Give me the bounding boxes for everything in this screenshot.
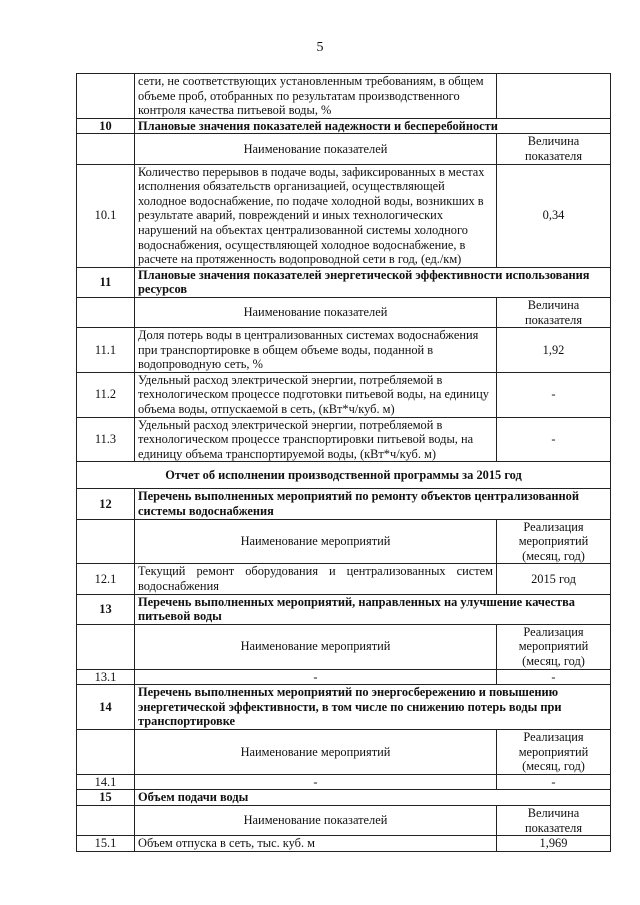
measure-period: - <box>497 774 611 790</box>
header-row <box>77 624 611 669</box>
table-row <box>77 836 611 852</box>
row-number: 15.1 <box>77 836 135 852</box>
section-title: Перечень выполненных мероприятий, направленных на улучшение качества питьевой воды <box>135 594 611 624</box>
column-header-name: Наименование показателей <box>135 297 497 327</box>
section-number: 10 <box>77 118 135 134</box>
section-number: 13 <box>77 594 135 624</box>
row-number: 11.2 <box>77 372 135 417</box>
row-number <box>77 74 135 119</box>
indicator-name: Удельный расход электрической энергии, потребляемой в технологическом процессе подготовки питьевой воды, на единицу объема воды, отпускаемой в сеть, (кВт*ч/куб. м) <box>135 372 497 417</box>
row-number: 11.3 <box>77 417 135 462</box>
section-row <box>77 685 611 730</box>
table-row <box>77 328 611 373</box>
table-row <box>77 774 611 790</box>
indicator-name: Удельный расход электрической энергии, потребляемой в технологическом процессе транспортировки питьевой воды, на единицу объема транспортируемой воды, (кВт*ч/куб. м) <box>135 417 497 462</box>
indicator-value: 1,92 <box>497 328 611 373</box>
measure-name: - <box>135 774 497 790</box>
measure-name: - <box>135 669 497 685</box>
indicator-name: Количество перерывов в подаче воды, зафиксированных в местах исполнения обязательств организацией, осуществляющей холодное водоснабжение, по подаче холодной воды, возникших в результате аварий, повреждений и иных технологических нарушений на объектах централизованной системы холодного водоснабжения, осуществляющей холодное водоснабжение, в расчете на протяженность водопроводной сети в год, (ед./км) <box>135 164 497 267</box>
indicator-value <box>497 74 611 119</box>
measure-name: Текущий ремонт оборудования и централизованных систем водоснабжения <box>135 564 497 594</box>
section-row <box>77 118 611 134</box>
header-row <box>77 297 611 327</box>
indicator-value: 1,969 <box>497 836 611 852</box>
table-row <box>77 564 611 594</box>
production-program-table <box>76 73 611 852</box>
column-header-name: Наименование показателей <box>135 805 497 835</box>
header-row <box>77 134 611 164</box>
row-number: 11.1 <box>77 328 135 373</box>
column-header-value: Величина показателя <box>497 134 611 164</box>
section-number: 15 <box>77 790 135 806</box>
column-header-name: Наименование мероприятий <box>135 729 497 774</box>
column-header-name: Наименование показателей <box>135 134 497 164</box>
report-heading: Отчет об исполнении производственной программы за 2015 год <box>77 462 611 489</box>
section-row <box>77 489 611 519</box>
section-number: 12 <box>77 489 135 519</box>
indicator-value: - <box>497 417 611 462</box>
section-number: 14 <box>77 685 135 730</box>
section-title: Объем подачи воды <box>135 790 611 806</box>
measure-period: - <box>497 669 611 685</box>
section-row <box>77 594 611 624</box>
row-number: 10.1 <box>77 164 135 267</box>
section-row <box>77 267 611 297</box>
indicator-name: Доля потерь воды в централизованных системах водоснабжения при транспортировке в общем объеме воды, поданной в водопроводную сеть, % <box>135 328 497 373</box>
indicator-name: Объем отпуска в сеть, тыс. куб. м <box>135 836 497 852</box>
column-header-value: Реализация мероприятий (месяц, год) <box>497 519 611 564</box>
section-row <box>77 790 611 806</box>
column-header-value: Величина показателя <box>497 805 611 835</box>
column-header-name: Наименование мероприятий <box>135 624 497 669</box>
section-title: Перечень выполненных мероприятий по ремонту объектов централизованной системы водоснабжения <box>135 489 611 519</box>
measure-period: 2015 год <box>497 564 611 594</box>
table-row <box>77 669 611 685</box>
header-row <box>77 519 611 564</box>
section-title: Перечень выполненных мероприятий по энергосбережению и повышению энергетической эффективности, в том числе по снижению потерь воды при транспортировке <box>135 685 611 730</box>
header-row <box>77 729 611 774</box>
page-number: 5 <box>316 40 324 55</box>
table-row <box>77 164 611 267</box>
column-header-value: Величина показателя <box>497 297 611 327</box>
section-number: 11 <box>77 267 135 297</box>
table-row <box>77 74 611 119</box>
header-row <box>77 805 611 835</box>
report-heading-row <box>77 462 611 489</box>
section-title: Плановые значения показателей энергетической эффективности использования ресурсов <box>135 267 611 297</box>
table-row <box>77 372 611 417</box>
column-header-value: Реализация мероприятий (месяц, год) <box>497 624 611 669</box>
row-number: 14.1 <box>77 774 135 790</box>
indicator-value: - <box>497 372 611 417</box>
column-header-name: Наименование мероприятий <box>135 519 497 564</box>
table-row <box>77 417 611 462</box>
indicator-value: 0,34 <box>497 164 611 267</box>
indicator-name: сети, не соответствующих установленным требованиям, в общем объеме проб, отобранных по результатам производственного контроля качества питьевой воды, % <box>135 74 497 119</box>
row-number: 12.1 <box>77 564 135 594</box>
row-number: 13.1 <box>77 669 135 685</box>
column-header-value: Реализация мероприятий (месяц, год) <box>497 729 611 774</box>
section-title: Плановые значения показателей надежности и бесперебойности <box>135 118 611 134</box>
